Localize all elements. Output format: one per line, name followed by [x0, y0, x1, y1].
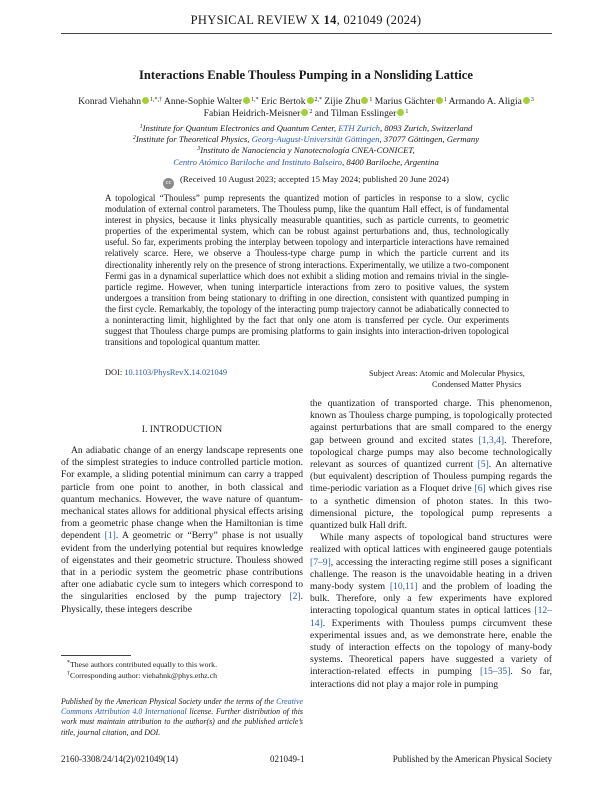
- affiliation-link[interactable]: Centro Atómico Bariloche and Instituto Balseiro: [173, 156, 343, 167]
- affiliation: [70, 157, 542, 168]
- affiliation-text: , 8400 Bariloche, Argentina: [342, 156, 439, 167]
- orcid-icon[interactable]: [397, 109, 404, 116]
- creative-commons-icon[interactable]: cc: [163, 178, 174, 189]
- received-line: cc (Received 10 August 2023; accepted 15 May 2024; published 20 June 2024): [0, 174, 612, 189]
- footnote-marker: †: [67, 670, 70, 677]
- body-text: An adiabatic change of an energy landscape represents one of the simplest strategies to induce controlled particle motion. For example, a sliding potential minimum can carry a trapped particle from one point to another, in both classical and quantum mechanics. However, the wave nature of quantum-mechanical states allows for additional physical effects arising from a geometric phase change when the Hamiltonian is time dependent: [61, 445, 303, 542]
- citation-link[interactable]: [1]: [104, 530, 116, 542]
- author-affiliation-marker: 1: [443, 97, 447, 103]
- affiliation-list: [70, 123, 542, 168]
- body-text: While many aspects of topological band structures were realized with optical lattices with engineered gauge potentials: [310, 532, 552, 556]
- author-name: Armando A. Aligia: [448, 96, 522, 107]
- affiliation-link[interactable]: ETH Zurich: [338, 123, 380, 133]
- body-text: . Experiments with Thouless pumps circumvent these experimental issues and, as we demonstrate here, enable the study of interaction effects on the topology of many-body systems. Theoretical papers have suggested a variety of interaction-related effects in pumping: [310, 617, 552, 678]
- affiliation-marker: 3: [197, 146, 201, 153]
- orcid-icon[interactable]: [301, 109, 308, 116]
- author: [261, 96, 322, 107]
- affiliation-marker: 2: [132, 135, 136, 142]
- author: [164, 96, 259, 107]
- author: [375, 96, 447, 107]
- affiliation-text: Institute for Theoretical Physics,: [135, 134, 252, 145]
- author-name: Eric Bertok: [261, 96, 306, 107]
- footer-page-number: 021049-1: [270, 754, 305, 764]
- abstract: A topological “Thouless” pump represents the quantized motion of particles in response to a slow, cyclic modulation of external control parameters. The Thouless pump, like the quantum Hall effect, is of fundamental interest in physics, because it links physically measurable quantities, such as particle currents, to geometric properties of the experimental system, which can be robust against perturbations and, thus, technologically useful. So far, experiments probing the interplay between topology and interparticle interactions have remained relatively scarce. Here, we observe a Thouless-type charge pump in which the particle current and its directionality inherently rely on the presence of strong interactions. Experimentally, we utilize a two-component Fermi gas in a dynamical superlattice which does not exhibit a sliding motion and remains trivial in the single-particle regime. However, when tuning interparticle interactions from zero to positive values, the system undergoes a transition from being stationary to drifting in one direction, consistent with quantized pumping in the first cycle. Remarkably, the topology of the interacting pump trajectory cannot be adiabatically connected to a noninteracting limit, highlighted by the fact that only one atom is transferred per cycle. Our experiments suggest that Thouless charge pumps are promising platforms to gain insights into interaction-driven topological transitions and topological quantum matter.: [105, 193, 509, 348]
- doi-link[interactable]: 10.1103/PhysRevX.14.021049: [124, 368, 228, 377]
- author-affiliation-marker: 1,*,†: [150, 97, 163, 103]
- author-name: Fabian Heidrich-Meisner: [203, 108, 301, 120]
- paragraph: [61, 445, 303, 616]
- citation-link[interactable]: [7–9]: [310, 556, 331, 568]
- footnote-rule: [61, 655, 131, 656]
- affiliation-text: , 8093 Zurich, Switzerland: [379, 123, 473, 133]
- footnote-item: [61, 671, 303, 682]
- footnotes: [61, 660, 303, 681]
- author-affiliation-marker: 1,*: [251, 97, 259, 103]
- orcid-icon[interactable]: [142, 97, 149, 104]
- orcid-icon[interactable]: [361, 97, 368, 104]
- right-column: [310, 398, 552, 691]
- body-text: . So far, interactions did not play a major role in pumping: [310, 666, 552, 690]
- citation-link[interactable]: [10,11]: [389, 581, 418, 593]
- orcid-icon[interactable]: [307, 97, 314, 104]
- citation-link[interactable]: [5]: [477, 459, 489, 471]
- author: [78, 96, 162, 107]
- body-text: and the problem of loading the bulk. Therefore, only a few experiments have explored interacting topological quantum states in optical lattices: [310, 581, 552, 617]
- author: [204, 108, 313, 119]
- author-name: Anne-Sophie Walter: [163, 96, 243, 107]
- author-name: Zijie Zhu: [324, 96, 361, 107]
- affiliation-link[interactable]: Georg-August-Universität Göttingen: [251, 134, 380, 145]
- subject-areas: Subject Areas: Atomic and Molecular Physics, Condensed Matter Physics: [369, 369, 525, 389]
- journal-header: PHYSICAL REVIEW X 14, 021049 (2024): [190, 13, 422, 27]
- body-text: which gives rise to a synthetic dimension of photon states. In this two-dimensional picture, the topological pump represents a quantized bulk Hall drift.: [310, 483, 552, 532]
- affiliation: [70, 134, 542, 145]
- affiliation: [70, 123, 542, 134]
- citation-link[interactable]: [15–35]: [480, 666, 511, 678]
- author: [324, 96, 372, 107]
- footer-publisher: Published by the American Physical Society: [392, 754, 552, 764]
- author-affiliation-marker: 2: [309, 109, 313, 116]
- author-affiliation-marker: 1: [405, 109, 409, 116]
- author-affiliation-marker: 1: [369, 97, 373, 103]
- section-heading: I. INTRODUCTION: [141, 424, 223, 435]
- author-affiliation-marker: 2,*: [314, 97, 322, 103]
- citation-link[interactable]: [12–14]: [310, 605, 552, 629]
- affiliation: [70, 145, 542, 156]
- affiliation-text: Institute for Quantum Electronics and Quantum Center,: [142, 123, 339, 133]
- footnote-text: These authors contributed equally to this work.: [70, 660, 218, 669]
- body-text: . Physically, these integers describe: [61, 591, 303, 615]
- paper-title: Interactions Enable Thouless Pumping in a Nonsliding Lattice: [139, 68, 473, 82]
- affiliation-marker: 1: [139, 124, 143, 130]
- left-column: [61, 445, 303, 616]
- author-name: Tilman Esslinger: [330, 108, 397, 120]
- citation-link[interactable]: [1,3,4]: [478, 434, 505, 446]
- author-affiliation-marker: 3: [530, 97, 534, 103]
- license-notice: Published by the American Physical Society under the terms of the Creative Commons Attribution 4.0 International license. Further distribution of this work must maintain attribution to the author(s) and the published article’s title, journal citation, and DOI.: [61, 697, 303, 737]
- body-text: . Therefore, topological charge pumps may also become technologically relevant as sources of quantized current: [310, 434, 552, 471]
- orcid-icon[interactable]: [436, 97, 443, 104]
- license-link[interactable]: Creative Commons Attribution 4.0 International: [61, 697, 303, 717]
- doi-line: DOI: 10.1103/PhysRevX.14.021049: [105, 368, 228, 377]
- citation-link[interactable]: [2]: [289, 591, 301, 603]
- paragraph: [310, 398, 552, 532]
- footnote-text: Corresponding author: viehahnk@phys.ethz.ch: [70, 670, 218, 680]
- paragraph: [310, 532, 552, 691]
- author-name: Konrad Viehahn: [78, 96, 142, 107]
- footer-issn: 2160-3308/24/14(2)/021049(14): [61, 754, 178, 764]
- affiliation-text: Instituto de Nanociencia y Nanotecnología CNEA-CONICET,: [200, 145, 415, 156]
- author: [331, 108, 408, 119]
- body-text: . A geometric or “Berry” phase is not usually evident from the underlying potential but requires knowledge of eigenstates and their geometric structure. Thouless showed that in a periodic system the geometric phase contributions after one adiabatic cycle sum to integers which correspond to the singularities enclosed by the pump trajectory: [61, 530, 303, 603]
- footnote-marker: *: [67, 660, 70, 666]
- body-text: . An alternative (but equivalent) description of Thouless pumping regards the time-periodic variation as a Floquet drive: [310, 459, 552, 495]
- footnote-item: [61, 660, 303, 671]
- body-text: , accessing the interacting regime still poses a significant challenge. The reason is the unavoidable heating in a driven many-body system: [310, 556, 552, 593]
- body-text: the quantization of transported charge. This phenomenon, known as Thouless charge pumping, is topologically protected against perturbations that are small compared to the energy gap between ground and excited states: [310, 398, 552, 446]
- author-list: Konrad Viehahn $^{1,*,\dagger}$ Anne-Sophie Walter $^{1,*}$ Eric Bertok $^{2,*}$ Zijie Zhu $^1$ Marius Gächter $^1$ Armando A. Aligia $^3$ Fabian Heidrich-Meisner $^2$ and Tilman Esslinger $^1$: [78, 96, 534, 120]
- orcid-icon[interactable]: [523, 97, 530, 104]
- affiliation-text: , 37077 Göttingen, Germany: [379, 134, 480, 145]
- header-rule: [61, 33, 552, 34]
- author: [449, 96, 534, 107]
- citation-link[interactable]: [6]: [474, 483, 486, 495]
- author-name: Marius Gächter: [374, 96, 435, 107]
- orcid-icon[interactable]: [243, 97, 250, 104]
